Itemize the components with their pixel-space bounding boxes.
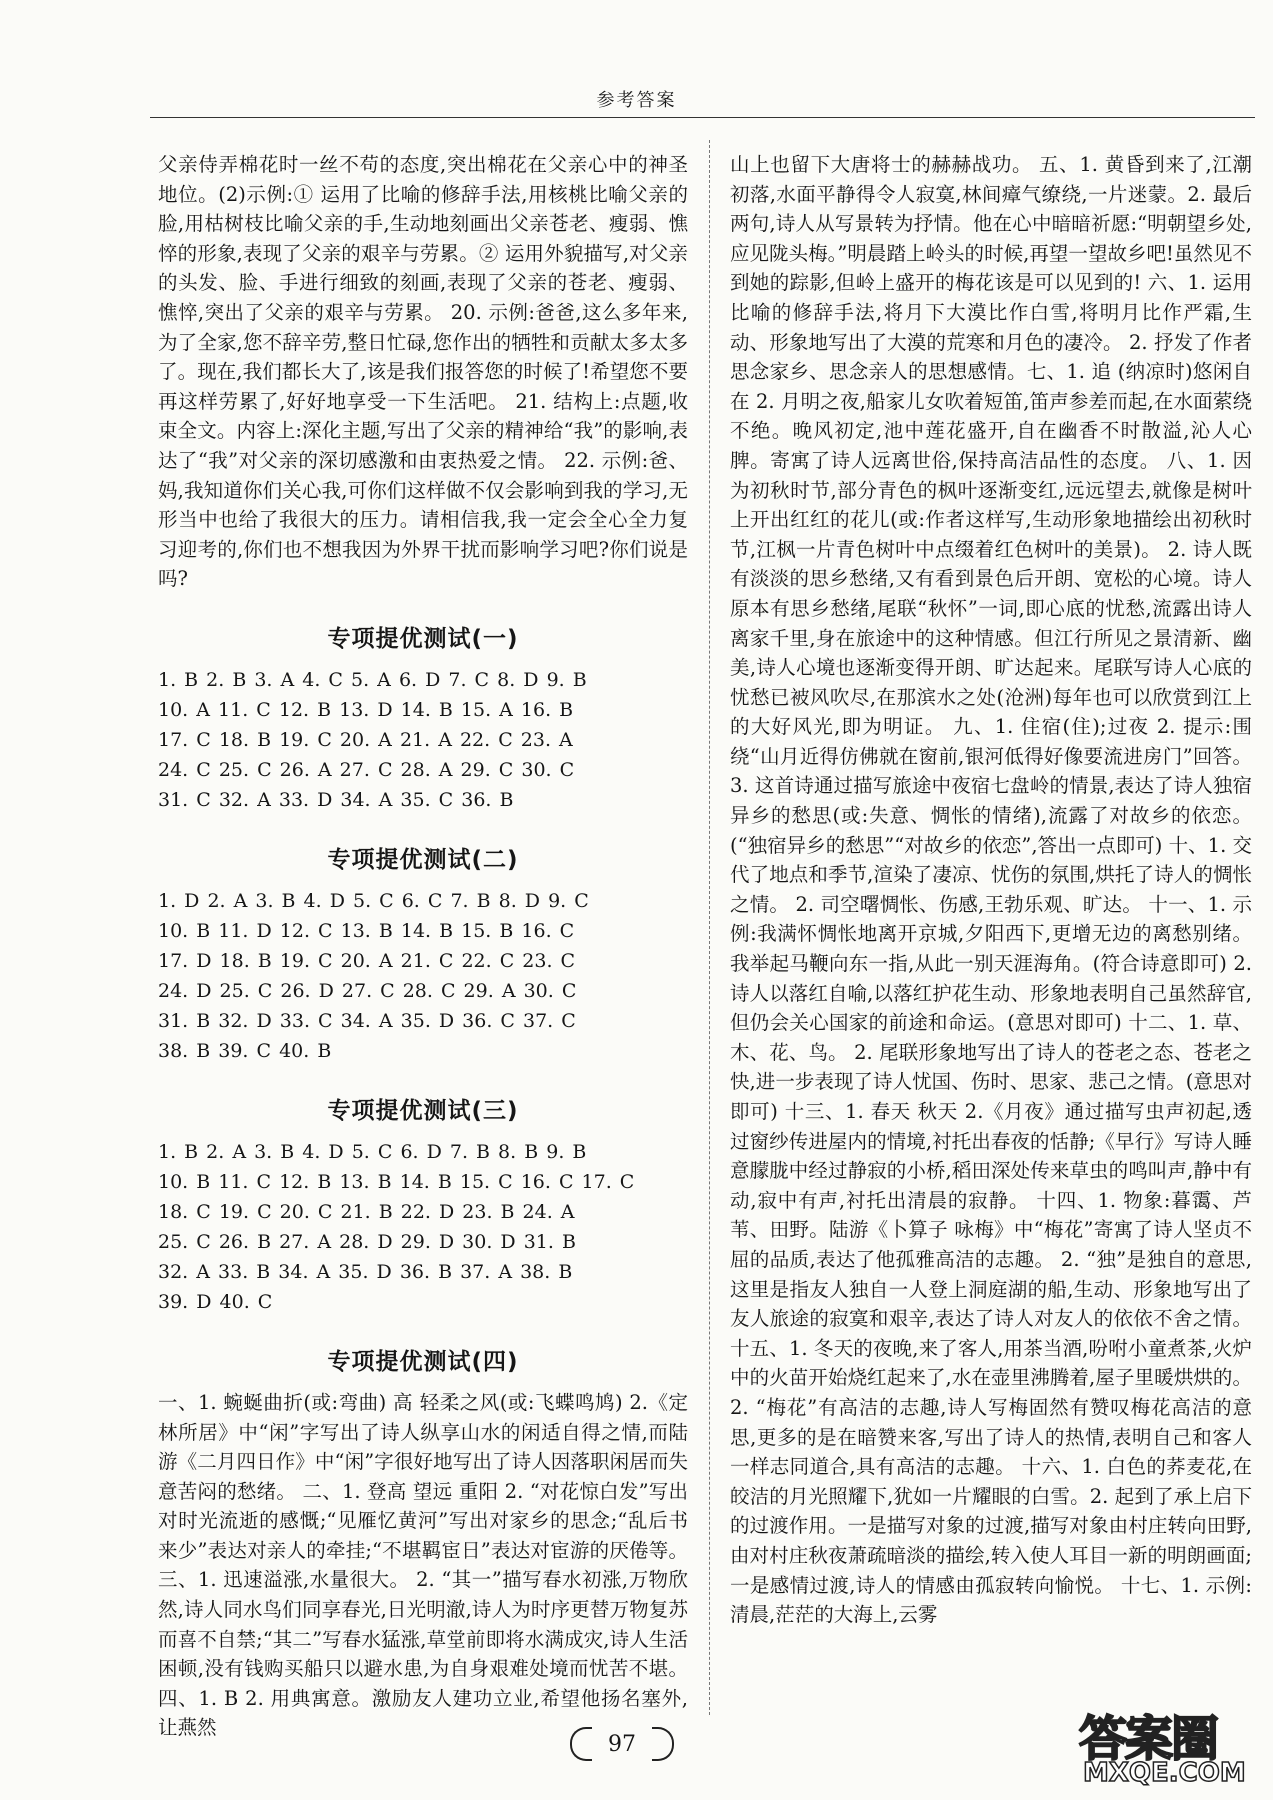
page-number: [570, 1727, 674, 1763]
answer-line: 10. A 11. C 12. B 13. D 14. B 15. A 16. B: [158, 698, 574, 721]
answer-line: 1. B 2. B 3. A 4. C 5. A 6. D 7. C 8. D 9. B: [158, 668, 587, 691]
test4-answer-text: 一、1. 蜿蜒曲折(或:弯曲) 高 轻柔之风(或:飞蝶鸣鸠) 2.《定林所居》中“闲”字写出了诗人纵享山水的闲适自得之情,而陆游《二月四日作》中“闲”字很好地写出了诗人因落职闲居而失意苦闷的愁绪。 二、1. 登高 望远 重阳 2. “对花惊白发”写出对时光流逝的感慨;“见雁忆黄河”写出对家乡的思念;“乱后书来少”表达对亲人的牵挂;“不堪羁宦日”表达对宦游的厌倦等。 三、1. 迅速溢涨,水量很大。 2. “其一”描写春水初涨,万物欣然,诗人同水鸟们同享春光,日光明澈,诗人为时序更替万物复苏而喜不自禁;“其二”写春水猛涨,草堂前即将水满成灾,诗人生活困顿,没有钱购买船只以避水患,为自身艰难处境而忧苦不堪。 四、1. B 2. 用典寓意。激励友人建功立业,希望他扬名塞外,让燕然: [158, 1390, 688, 1740]
answer-line: 32. A 33. B 34. A 35. D 36. B 37. A 38. B: [158, 1260, 573, 1283]
page-header-title: 参考答案: [596, 90, 677, 111]
watermark-site-text: MXQE.COM: [1083, 1758, 1246, 1788]
right-answer-text: 山上也留下大唐将士的赫赫战功。 五、1. 黄昏到来了,江潮初落,水面平静得令人寂寞,林间瘴气缭绕,一片迷蒙。2. 最后两句,诗人从写景转为抒情。他在心中暗暗祈愿:“明朝望乡处,应见陇头梅。”明晨踏上岭头的时候,再望一望故乡吧!虽然见不到她的踪影,但岭上盛开的梅花该是可以见到的! 六、1. 运用比喻的修辞手法,将月下大漠比作白雪,将明月比作严霜,生动、形象地写出了大漠的荒寒和月色的凄冷。 2. 抒发了作者思念家乡、思念亲人的思想感情。七、1. 追 (纳凉时)悠闲自在 2. 月明之夜,船家儿女吹着短笛,笛声参差而起,在水面萦绕不绝。晚风初定,池中莲花盛开,自在幽香不时散溢,沁人心脾。寄寓了诗人远离世俗,保持高洁品性的态度。 八、1. 因为初秋时节,部分青色的枫叶逐渐变红,远远望去,就像是树叶上开出红红的花儿(或:作者这样写,生动形象地描绘出初秋时节,江枫一片青色树叶中点缀着红色树叶的美景)。 2. 诗人既有淡淡的思乡愁绪,又有看到景色后开朗、宽松的心境。诗人原本有思乡愁绪,尾联“秋怀”一词,即心底的忧愁,流露出诗人离家千里,身在旅途中的这种情感。但江行所见之景清新、幽美,诗人心境也逐渐变得开朗、旷达起来。尾联写诗人心底的忧愁已被风吹尽,在那滨水之处(沧洲)每年也可以欣赏到江上的大好风光,即为明证。 九、1. 住宿(住);过夜 2. 提示:围绕“山月近得仿佛就在窗前,银河低得好像要流进房门”回答。 3. 这首诗通过描写旅途中夜宿七盘岭的情景,表达了诗人独宿异乡的愁思(或:失意、惆怅的情绪),流露了对故乡的依恋。(“独宿异乡的愁思”“对故乡的依恋”,答出一点即可) 十、1. 交代了地点和季节,渲染了凄凉、忧伤的氛围,烘托了诗人的惆怅之情。 2. 司空曙惆怅、伤感,王勃乐观、旷达。 十一、1. 示例:我满怀惆怅地离开京城,夕阳西下,更增无边的离愁别绪。我举起马鞭向东一指,从此一别天涯海角。(符合诗意即可) 2. 诗人以落红自喻,以落红护花生动、形象地表明自己虽然辞官,但仍会关心国家的前途和命运。(意思对即可) 十二、1. 草、木、花、鸟。 2. 尾联形象地写出了诗人的苍老之态、苍老之快,进一步表现了诗人忧国、伤时、思家、悲己之情。(意思对即可) 十三、1. 春天 秋天 2.《月夜》通过描写虫声初起,透过窗纱传进屋内的情境,衬托出春夜的恬静;《早行》写诗人睡意朦胧中经过静寂的小桥,稻田深处传来草虫的鸣叫声,静中有动,寂中有声,衬托出清晨的寂静。 十四、1. 物象:暮霭、芦苇、田野。陆游《卜算子 咏梅》中“梅花”寄寓了诗人坚贞不屈的品质,表达了他孤雅高洁的志趣。 2. “独”是独自的意思,这里是指友人独自一人登上洞庭湖的船,生动、形象地写出了友人旅途的寂寞和艰辛,表达了诗人对友人的依依不舍之情。十五、1. 冬天的夜晚,来了客人,用茶当酒,吩咐小童煮茶,火炉中的火苗开始烧红起来了,水在壶里沸腾着,屋子里暖烘烘的。 2. “梅花”有高洁的志趣,诗人写梅固然有赞叹梅花高洁的意思,更多的是在暗赞来客,写出了诗人的热情,表明自己和客人一样志同道合,具有高洁的志趣。 十六、1. 白色的荞麦花,在皎洁的月光照耀下,犹如一片耀眼的白雪。2. 起到了承上启下的过渡作用。一是描写对象的过渡,描写对象由村庄转向田野,由对村庄秋夜萧疏暗淡的描绘,转入使人耳目一新的明朗画面;一是感情过渡,诗人的情感由孤寂转向愉悦。 十七、1. 示例:清晨,茫茫的大海上,云雾: [730, 153, 1252, 1627]
answer-line: 1. D 2. A 3. B 4. D 5. C 6. C 7. B 8. D 9. C: [158, 889, 589, 912]
answer-line: 24. C 25. C 26. A 27. C 28. A 29. C 30. C: [158, 758, 575, 781]
watermark-logo: [1075, 1700, 1267, 1796]
answer-line: 1. B 2. A 3. B 4. D 5. C 6. D 7. B 8. B 9. B: [158, 1140, 587, 1163]
answer-line: 38. B 39. C 40. B: [158, 1039, 332, 1062]
test4-title: 专项提优测试(四): [327, 1348, 519, 1375]
page-number-text: 97: [608, 1732, 636, 1757]
column-divider: [709, 140, 710, 1715]
test3-answers: [158, 1137, 688, 1317]
answer-line: 10. B 11. C 12. B 13. B 14. B 15. C 16. C 17. C: [158, 1170, 635, 1193]
test1-title: 专项提优测试(一): [327, 625, 519, 652]
answer-line: 10. B 11. D 12. C 13. B 14. B 15. B 16. C: [158, 919, 575, 942]
test2-answers: [158, 886, 688, 1066]
answer-line: 31. B 32. D 33. C 34. A 35. D 36. C 37. C: [158, 1009, 576, 1032]
watermark-main-text: 答案圈: [1079, 1711, 1218, 1767]
answer-line: 39. D 40. C: [158, 1290, 273, 1313]
answer-line: 18. C 19. C 20. C 21. B 22. D 23. B 24. A: [158, 1200, 575, 1223]
left-intro-text: 父亲侍弄棉花时一丝不苟的态度,突出棉花在父亲心中的神圣地位。(2)示例:① 运用了比喻的修辞手法,用核桃比喻父亲的脸,用枯树枝比喻父亲的手,生动地刻画出父亲苍老、瘦弱、憔悴的形象,表现了父亲的艰辛与劳累。② 运用外貌描写,对父亲的头发、脸、手进行细致的刻画,表现了父亲的苍老、瘦弱、憔悴,突出了父亲的艰辛与劳累。 20. 示例:爸爸,这么多年来,为了全家,您不辞辛劳,整日忙碌,您作出的牺牲和贡献太多太多了。现在,我们都长大了,该是我们报答您的时候了!希望您不要再这样劳累了,好好地享受一下生活吧。 21. 结构上:点题,收束全文。内容上:深化主题,写出了父亲的精神给“我”的影响,表达了“我”对父亲的深切感激和由衷热爱之情。 22. 示例:爸、妈,我知道你们关心我,可你们这样做不仅会影响到我的学习,无形当中也给了我很大的压力。请相信我,我一定会全心全力复习迎考的,你们也不想我因为外界干扰而影响学习吧?你们说是吗?: [158, 153, 688, 591]
answer-line: 31. C 32. A 33. D 34. A 35. C 36. B: [158, 788, 514, 811]
test3-title: 专项提优测试(三): [327, 1097, 519, 1124]
header-rule: [150, 117, 1255, 118]
test1-answers: [158, 665, 688, 815]
page-number-right-brace: [652, 1727, 674, 1761]
answer-line: 25. C 26. B 27. A 28. D 29. D 30. D 31. B: [158, 1230, 576, 1253]
answer-line: 24. D 25. C 26. D 27. C 28. C 29. A 30. C: [158, 979, 577, 1002]
answer-line: 17. C 18. B 19. C 20. A 21. A 22. C 23. A: [158, 728, 573, 751]
test2-title: 专项提优测试(二): [327, 846, 519, 873]
right-column: [730, 150, 1252, 1725]
answer-line: 17. D 18. B 19. C 20. A 21. C 22. C 23. C: [158, 949, 576, 972]
page-number-left-brace: [570, 1727, 592, 1761]
left-column: [158, 150, 688, 1740]
